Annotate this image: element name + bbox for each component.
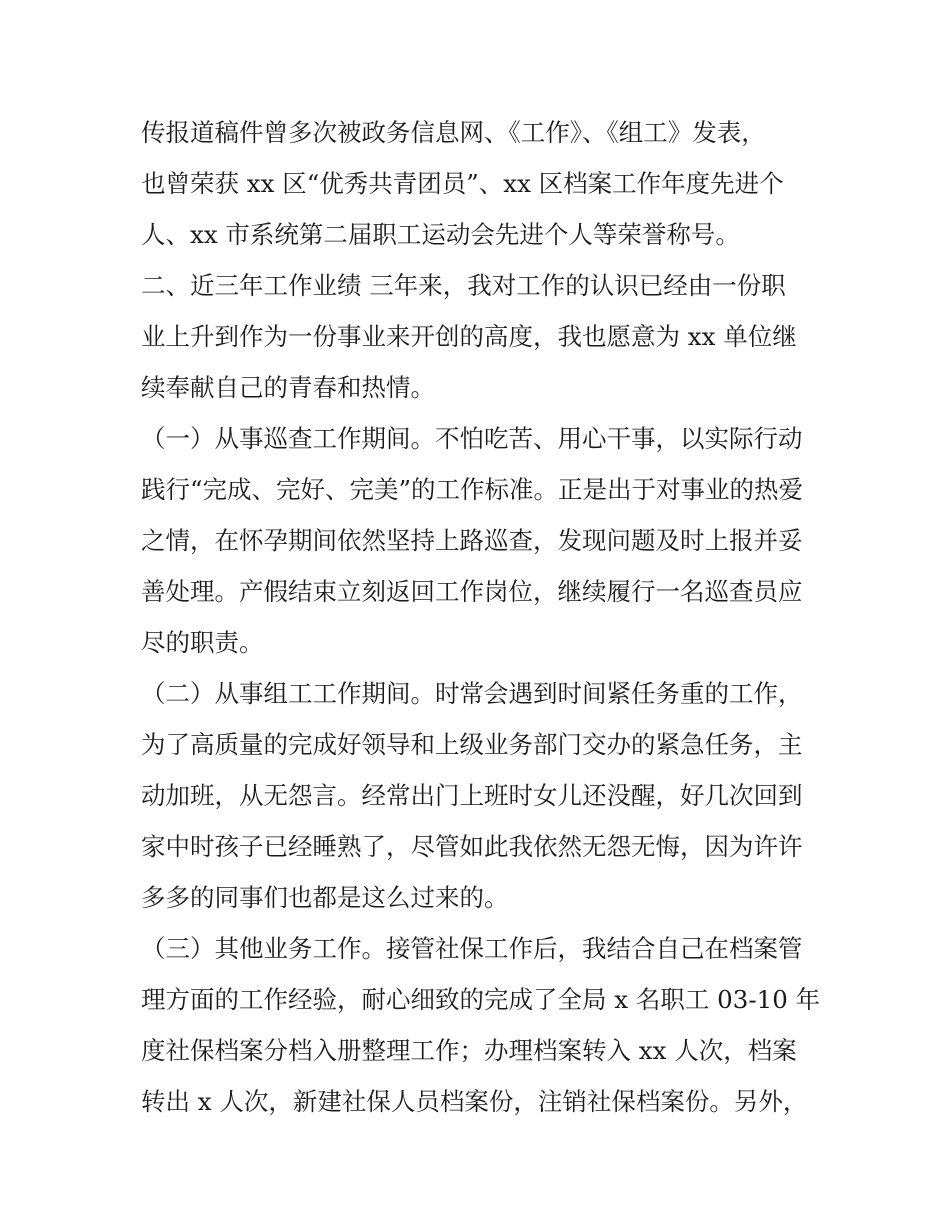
text-line: （二）从事组工工作期间。时常会遇到时间紧任务重的工作，: [141, 679, 803, 708]
text-line: 善处理。产假结束立刻返回工作岗位，继续履行一名巡查员应: [141, 577, 803, 606]
document-body: [141, 107, 821, 1127]
text-line: 转出 x 人次，新建社保人员档案份，注销社保档案份。另外，: [141, 1087, 808, 1116]
text-line: （三）其他业务工作。接管社保工作后，我结合自己在档案管: [141, 934, 803, 963]
text-line: 家中时孩子已经睡熟了，尽管如此我依然无怨无悔，因为许许: [141, 832, 803, 861]
text-line: 度社保档案分档入册整理工作；办理档案转入 xx 人次，档案: [141, 1036, 797, 1065]
text-line: 传报道稿件曾多次被政务信息网、《工作》、《组工》发表，: [141, 118, 766, 147]
text-line: 之情，在怀孕期间依然坚持上路巡查，发现问题及时上报并妥: [141, 526, 803, 555]
text-line: 二、近三年工作业绩 三年来，我对工作的认识已经由一份职: [141, 271, 786, 300]
text-line: 多多的同事们也都是这么过来的。: [141, 883, 509, 912]
text-line: （一）从事巡查工作期间。不怕吃苦、用心干事，以实际行动: [141, 424, 803, 453]
text-line: 续奉献自己的青春和热情。: [141, 373, 435, 402]
text-line: 践行“完成、完好、完美”的工作标准。正是出于对事业的热爱: [141, 475, 804, 504]
text-line: 业上升到作为一份事业来开创的高度，我也愿意为 xx 单位继: [141, 322, 797, 351]
text-line: 为了高质量的完成好领导和上级业务部门交办的紧急任务，主: [141, 730, 803, 759]
text-line: 也曾荣获 xx 区“优秀共青团员”、xx 区档案工作年度先进个: [141, 169, 784, 198]
text-line: 动加班，从无怨言。经常出门上班时女儿还没醒，好几次回到: [141, 781, 803, 810]
text-line: 理方面的工作经验，耐心细致的完成了全局 x 名职工 03-10 年: [141, 985, 821, 1014]
text-line: 人、xx 市系统第二届职工运动会先进个人等荣誉称号。: [141, 220, 740, 249]
text-line: 尽的职责。: [141, 628, 264, 657]
